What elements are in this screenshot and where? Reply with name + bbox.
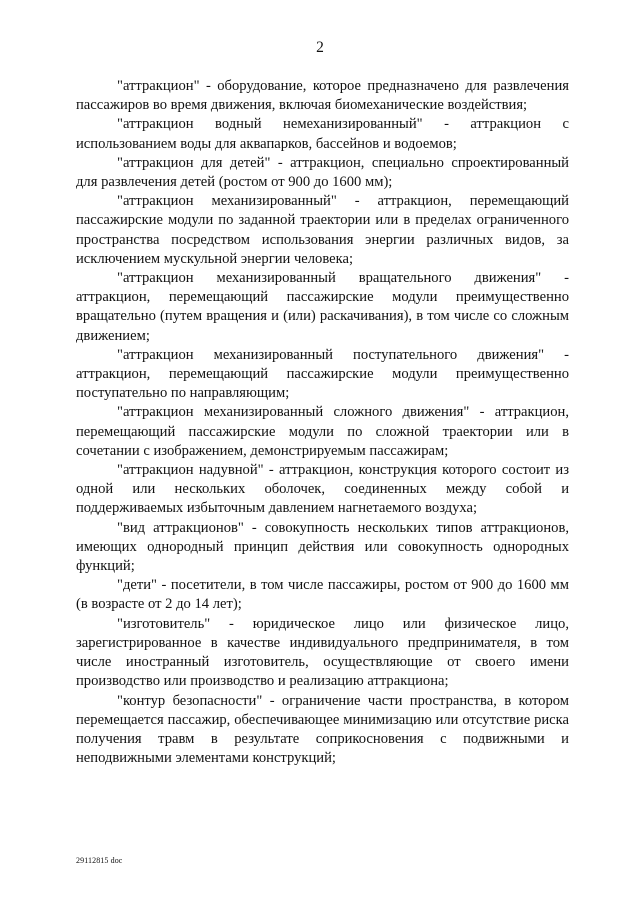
- document-body: [76, 77, 569, 768]
- definition-paragraph: "контур безопасности" - ограничение части пространства, в котором перемещается пассажир, обеспечивающее минимизацию или отсутствие риска получения травм в результате соприкосновения с подвижными и неподвижными элементами конструкций;: [76, 692, 569, 767]
- definition-paragraph: "вид аттракционов" - совокупность нескольких типов аттракционов, имеющих однородный принцип действия или совокупность однородных функций;: [76, 519, 569, 575]
- definition-paragraph: "аттракцион надувной" - аттракцион, конструкция которого состоит из одной или нескольких оболочек, соединенных между собой и поддерживаемых избыточным давлением нагнетаемого воздуха;: [76, 462, 569, 517]
- page-number: 2: [316, 39, 324, 56]
- definition-paragraph: "аттракцион" - оборудование, которое предназначено для развлечения пассажиров во время движения, включая биомеханические воздействия;: [76, 78, 569, 114]
- definition-paragraph: "аттракцион механизированный вращательного движения" - аттракцион, перемещающий пассажирские модули преимущественно вращательно (путем вращения и (или) раскачивания), в том числе со сложным движением;: [76, 270, 569, 344]
- definition-paragraph: "изготовитель" - юридическое лицо или физическое лицо, зарегистрированное в качестве индивидуального предпринимателя, в том числе иностранный изготовитель, осуществляющие от своего имени производство или производство и реализацию аттракциона;: [76, 615, 569, 690]
- definition-paragraph: "дети" - посетители, в том числе пассажиры, ростом от 900 до 1600 мм (в возрасте от 2 до 14 лет);: [76, 577, 569, 613]
- document-file-code: 29112815 doc: [76, 856, 123, 865]
- definition-paragraph: "аттракцион механизированный" - аттракцион, перемещающий пассажирские модули по заданной траектории или в пределах ограниченного пространства посредством использования энергии различных видов, за исключением мускульной энергии человека;: [76, 193, 569, 267]
- definition-paragraph: "аттракцион водный немеханизированный" - аттракцион с использованием воды для аквапарков, бассейнов и водоемов;: [76, 116, 569, 152]
- definition-paragraph: "аттракцион механизированный поступательного движения" - аттракцион, перемещающий пассажирские модули преимущественно поступательно по направляющим;: [76, 346, 569, 402]
- definition-paragraph: "аттракцион для детей" - аттракцион, специально спроектированный для развлечения детей (ростом от 900 до 1600 мм);: [76, 154, 569, 191]
- definition-paragraph: "аттракцион механизированный сложного движения" - аттракцион, перемещающий пассажирские модули по сложной траектории или в сочетании с изображением, демонстрируемым пассажирам;: [76, 404, 569, 459]
